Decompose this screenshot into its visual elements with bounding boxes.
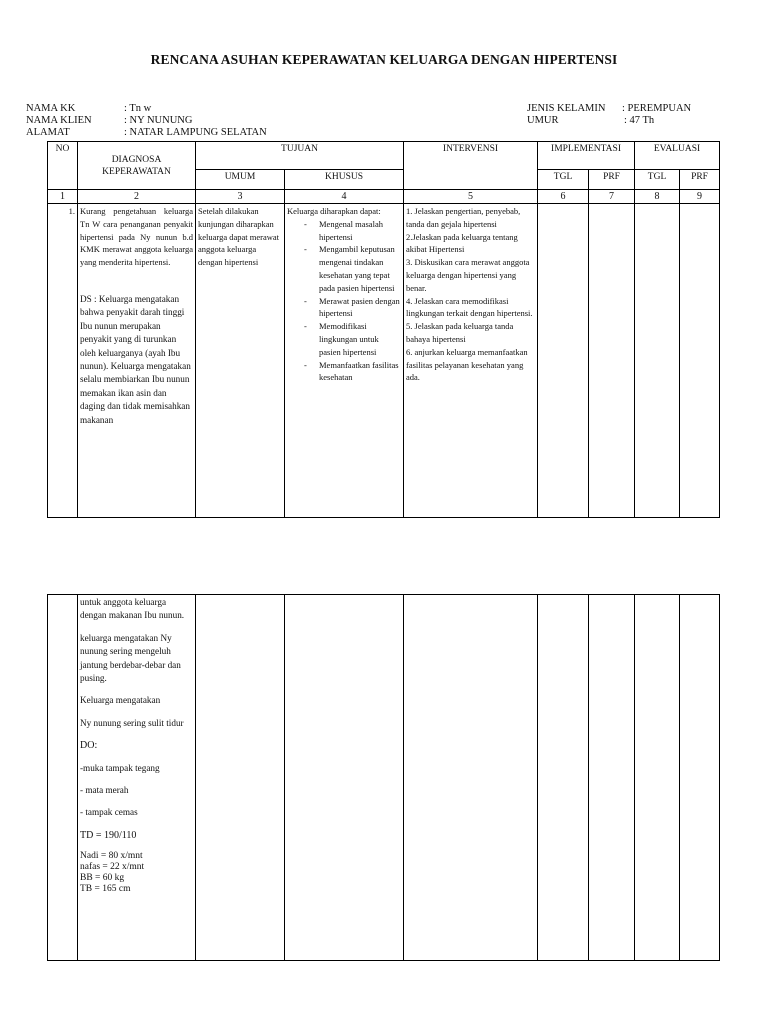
tujuan-umum-cell: Setelah dilakukan kunjungan diharapkan keluarga dapat merawat anggota keluarga dengan hipertensi xyxy=(196,204,285,518)
info-value: : 47 Th xyxy=(624,115,655,126)
care-plan-table-continued xyxy=(47,594,720,961)
diagnosa-continued: untuk anggota keluarga dengan makanan Ibu nunun. xyxy=(80,597,185,621)
header-impl-tgl: TGL xyxy=(538,170,589,190)
info-row-jenis-kelamin xyxy=(527,103,691,115)
column-number-row xyxy=(48,190,720,204)
list-item: 2.Jelaskan pada keluarga tentang akibat Hipertensi xyxy=(406,231,518,255)
list-item: - Mengambil keputusan mengenai tindakan kesehatan yang tepat pada pasien hipertensi xyxy=(319,243,401,294)
eval-prf-cell xyxy=(680,204,720,518)
diagnosa-cell xyxy=(78,204,196,518)
impl-prf-cell xyxy=(589,595,635,961)
col-number: 9 xyxy=(680,190,720,204)
header-tujuan: TUJUAN xyxy=(196,142,404,170)
impl-tgl-cell xyxy=(538,204,589,518)
header-row-1 xyxy=(48,142,720,170)
impl-tgl-cell xyxy=(538,595,589,961)
info-row-nama-klien xyxy=(26,115,267,127)
col-number: 4 xyxy=(285,190,404,204)
header-khusus: KHUSUS xyxy=(285,170,404,190)
tujuan-khusus-cell xyxy=(285,595,404,961)
col-number: 6 xyxy=(538,190,589,204)
header-impl-prf: PRF xyxy=(589,170,635,190)
row-number xyxy=(48,595,78,961)
patient-info-left xyxy=(26,103,267,139)
objective-item: - mata merah xyxy=(80,785,129,796)
col-number: 7 xyxy=(589,190,635,204)
objective-item: -muka tampak tegang xyxy=(80,762,160,773)
subjective-data: Ny nunung sering sulit tidur xyxy=(80,717,184,728)
objective-item: - tampak cemas xyxy=(80,807,138,818)
impl-prf-cell xyxy=(589,204,635,518)
info-label: NAMA KK xyxy=(26,103,76,114)
row-number: 1. xyxy=(48,204,78,518)
col-number: 8 xyxy=(635,190,680,204)
vital-sign: Nadi = 80 x/mnt xyxy=(80,851,143,862)
header-diagnosa: DIAGNOSA KEPERAWATAN xyxy=(78,142,196,190)
subjective-data: DS : Keluarga mengatakan bahwa penyakit darah tinggi Ibu nunun merupakan penyakit yang di turunkan oleh keluarganya (ayah Ibu nunun). Keluarga mengatakan selalu membiarkan Ibu nunun memakan ikan asin dan daging dan tidak memisahkan makanan xyxy=(80,293,191,425)
col-number: 3 xyxy=(196,190,285,204)
vital-sign: nafas = 22 x/mnt xyxy=(80,862,145,873)
intervensi-cell xyxy=(404,204,538,518)
list-item: 3. Diskusikan cara merawat anggota keluarga dengan hipertensi yang benar. xyxy=(406,257,530,293)
eval-tgl-cell xyxy=(635,204,680,518)
eval-tgl-cell xyxy=(635,595,680,961)
header-intervensi: INTERVENSI xyxy=(404,142,538,190)
patient-info-right xyxy=(527,103,691,127)
list-item: 1. Jelaskan pengertian, penyebab, tanda dan gejala hipertensi xyxy=(406,206,521,229)
info-value: : Tn w xyxy=(124,103,152,114)
table-row xyxy=(48,595,720,961)
objective-data-label: DO: xyxy=(80,740,98,752)
info-label: UMUR xyxy=(527,115,559,126)
col-number: 2 xyxy=(78,190,196,204)
info-row-nama-kk xyxy=(26,103,267,115)
table-row xyxy=(48,204,720,518)
khusus-list xyxy=(287,218,401,384)
blood-pressure: TD = 190/110 xyxy=(80,829,137,841)
info-label: ALAMAT xyxy=(26,127,70,138)
info-value: : NY NUNUNG xyxy=(124,115,193,126)
khusus-intro: Keluarga diharapkan dapat: xyxy=(287,206,381,216)
col-number: 1 xyxy=(48,190,78,204)
vital-sign: BB = 60 kg xyxy=(80,873,125,884)
diagnosa-cell-continued xyxy=(78,595,196,961)
list-item: - Memanfaatkan fasilitas kesehatan xyxy=(319,359,401,385)
header-umum: UMUM xyxy=(196,170,285,190)
header-evaluasi: EVALUASI xyxy=(635,142,720,170)
info-label: JENIS KELAMIN xyxy=(527,103,606,114)
subjective-data: Keluarga mengatakan xyxy=(80,695,161,706)
eval-prf-cell xyxy=(680,595,720,961)
diagnosa-text: Kurang pengetahuan keluarga Tn W cara penanganan penyakit hipertensi pada Ny nunun b.d KMK merawat anggota keluarga yang menderita hipertensi. xyxy=(80,206,193,268)
col-number: 5 xyxy=(404,190,538,204)
header-eval-tgl: TGL xyxy=(635,170,680,190)
list-item: - Memodifikasi lingkungan untuk pasien hipertensi xyxy=(319,320,401,358)
list-item: 6. anjurkan keluarga memanfaatkan fasilitas pelayanan kesehatan yang ada. xyxy=(406,346,528,383)
header-no: NO xyxy=(48,142,78,190)
info-value: : PEREMPUAN xyxy=(622,103,692,114)
header-implementasi: IMPLEMENTASI xyxy=(538,142,635,170)
list-item: 4. Jelaskan cara memodifikasi lingkungan terkait dengan hipertensi. xyxy=(406,295,533,319)
care-plan-table xyxy=(47,141,720,518)
intervensi-cell xyxy=(404,595,538,961)
header-eval-prf: PRF xyxy=(680,170,720,190)
info-row-alamat xyxy=(26,127,267,139)
list-item: 5. Jelaskan pada keluarga tanda bahaya hipertensi xyxy=(406,321,514,344)
subjective-data: keluarga mengatakan Ny nunung sering mengeluh jantung berdebar-debar dan pusing. xyxy=(80,632,181,684)
list-item: - Merawat pasien dengan hipertensi xyxy=(319,295,401,321)
tujuan-umum-cell xyxy=(196,595,285,961)
vital-sign: TB = 165 cm xyxy=(80,884,131,895)
list-item: - Mengenal masalah hipertensi xyxy=(319,218,401,244)
info-value: : NATAR LAMPUNG SELATAN xyxy=(124,127,267,138)
page-title: RENCANA ASUHAN KEPERAWATAN KELUARGA DENGAN HIPERTENSI xyxy=(150,52,618,67)
tujuan-khusus-cell xyxy=(285,204,404,518)
info-row-umur xyxy=(527,115,691,127)
info-label: NAMA KLIEN xyxy=(26,115,92,126)
